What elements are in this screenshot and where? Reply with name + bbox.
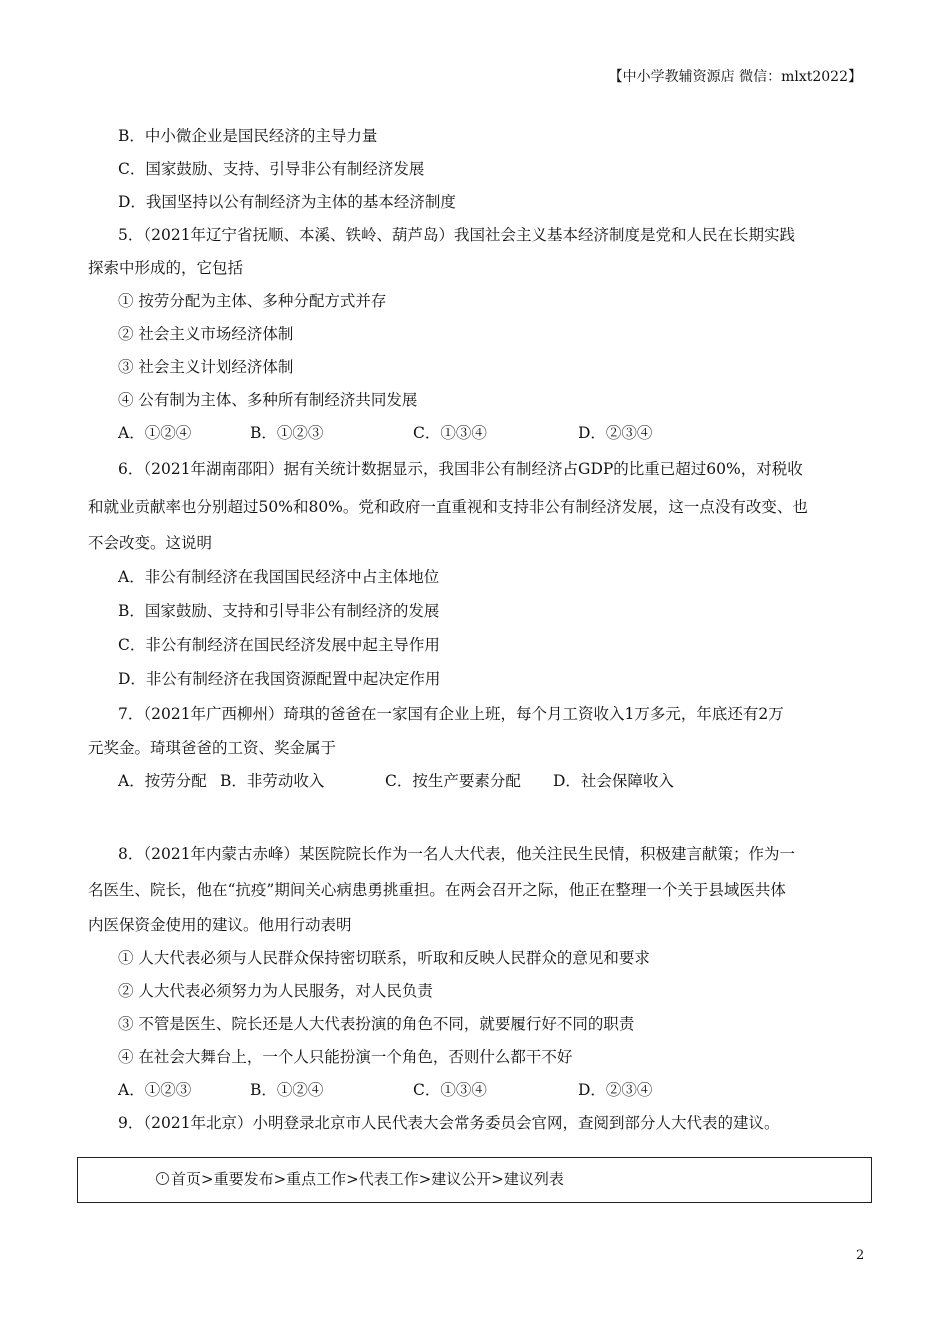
q5-stem-line2: 探索中形成的，它包括 (88, 259, 244, 277)
q8-item-1: ① 人大代表必须与人民群众保持密切联系，听取和反映人民群众的意见和要求 (118, 949, 650, 967)
q5-item-2: ② 社会主义市场经济体制 (118, 325, 294, 343)
q8-stem-line1: 8．（2021年内蒙古赤峰）某医院院长作为一名人大代表，他关注民生民情，积极建言献策；作为一 (118, 845, 796, 863)
breadcrumb (156, 1168, 564, 1189)
page-number: 2 (856, 1248, 865, 1263)
spacer (88, 798, 864, 836)
q6-stem-line3: 不会改变。这说明 (88, 534, 213, 552)
q5-option-d: D．②③④ (578, 424, 653, 442)
q7-option-b: B．非劳动收入 (220, 772, 325, 790)
q5-stem-line1: 5．（2021年辽宁省抚顺、本溪、铁岭、葫芦岛）我国社会主义基本经济制度是党和人民在长期实践 (118, 226, 796, 244)
q5-option-c: C．①③④ (413, 424, 487, 442)
q9-stem-line1: 9．（2021年北京）小明登录北京市人民代表大会常务委员会官网，查阅到部分人大代表的建议。 (118, 1114, 780, 1132)
q8-item-4: ④ 在社会大舞台上，一个人只能扮演一个角色，否则什么都干不好 (118, 1048, 573, 1066)
q4-option-b: B．中小微企业是国民经济的主导力量 (118, 127, 378, 145)
q6-option-c: C．非公有制经济在国民经济发展中起主导作用 (118, 636, 440, 654)
q8-option-c: C．①③④ (413, 1081, 487, 1099)
header-note: 【中小学教辅资源店 微信：mlxt2022】 (608, 69, 862, 85)
q7-option-a: A．按劳分配 (118, 772, 207, 790)
q8-item-3: ③ 不管是医生、院长还是人大代表扮演的角色不同，就要履行好不同的职责 (118, 1015, 635, 1033)
q6-option-d: D．非公有制经济在我国资源配置中起决定作用 (118, 670, 441, 688)
q6-stem-line1: 6．（2021年湖南邵阳）据有关统计数据显示，我国非公有制经济占GDP的比重已超过60%，对税收 (118, 460, 803, 478)
q7-stem-line1: 7．（2021年广西柳州）琦琪的爸爸在一家国有企业上班，每个月工资收入1万多元，年底还有2万 (118, 705, 784, 723)
page-content (88, 120, 864, 1140)
q8-options (88, 1074, 864, 1107)
q7-options (88, 765, 864, 798)
clock-icon (156, 1172, 169, 1185)
q8-stem-line2: 名医生、院长，他在“抗疫”期间关心病患勇挑重担。在两会召开之际，他正在整理一个关于县域医共体 (88, 881, 786, 899)
q8-option-d: D．②③④ (578, 1081, 653, 1099)
q8-option-a: A．①②③ (118, 1081, 192, 1099)
q8-option-b: B．①②④ (250, 1081, 324, 1099)
q5-item-1: ① 按劳分配为主体、多种分配方式并存 (118, 292, 387, 310)
q6-stem-line2: 和就业贡献率也分别超过50%和80%。党和政府一直重视和支持非公有制经济发展，这一点没有改变、也 (88, 498, 808, 516)
q7-option-d: D．社会保障收入 (553, 772, 674, 790)
q4-option-c: C．国家鼓励、支持、引导非公有制经济发展 (118, 160, 425, 178)
breadcrumb-text: 首页>重要发布>重点工作>代表工作>建议公开>建议列表 (171, 1170, 564, 1188)
q8-item-2: ② 人大代表必须努力为人民服务，对人民负责 (118, 982, 433, 1000)
q8-stem-line3: 内医保资金使用的建议。他用行动表明 (88, 916, 352, 934)
q5-option-a: A．①②④ (118, 424, 192, 442)
q4-option-d: D．我国坚持以公有制经济为主体的基本经济制度 (118, 193, 456, 211)
q6-option-a: A．非公有制经济在我国国民经济中占主体地位 (118, 568, 440, 586)
website-breadcrumb-box (77, 1157, 872, 1203)
q7-stem-line2: 元奖金。琦琪爸爸的工资、奖金属于 (88, 739, 337, 757)
q5-item-4: ④ 公有制为主体、多种所有制经济共同发展 (118, 391, 418, 409)
q7-option-c: C．按生产要素分配 (385, 772, 521, 790)
q5-item-3: ③ 社会主义计划经济体制 (118, 358, 294, 376)
q6-option-b: B．国家鼓励、支持和引导非公有制经济的发展 (118, 602, 440, 620)
q5-option-b: B．①②③ (250, 424, 324, 442)
q5-options (88, 417, 864, 450)
